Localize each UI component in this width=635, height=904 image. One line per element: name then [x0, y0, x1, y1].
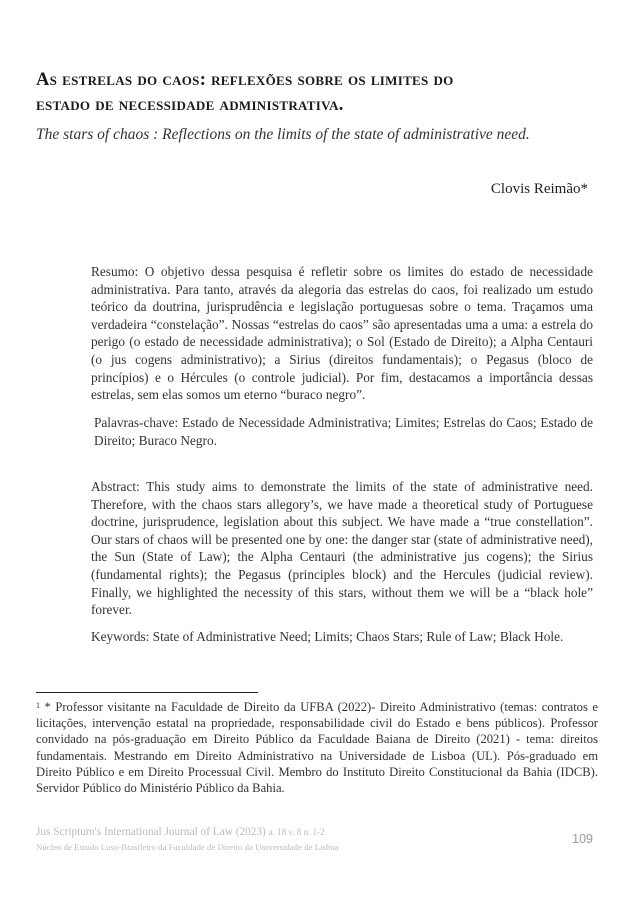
article-title [36, 68, 596, 118]
keywords-paragraph: Keywords: State of Administrative Need; Limits; Chaos Stars; Rule of Law; Black Hole. [91, 629, 564, 644]
footnote-divider [36, 692, 258, 693]
journal-citation [36, 826, 325, 838]
title-line-2: estado de necessidade administrativa. [36, 95, 344, 115]
author-name: Clovis Reimão* [490, 181, 588, 197]
page-number: 109 [572, 832, 593, 846]
palavras-chave-paragraph: Palavras-chave: Estado de Necessidade Administrativa; Limites; Estrelas do Caos; Estado de Direito; Buraco Negro. [94, 415, 593, 448]
journal-name: Jus Scriptum's International Journal of Law (2023) [36, 826, 266, 838]
footnote-text: * Professor visitante na Faculdade de Direito da UFBA (2022)- Direito Administrativo (temas: contratos e licitações, intervenção estatal na propriedade, responsabilidade civil do Estado e bens públicos). Professor convidado na pós-graduação em Direito Público da Faculdade Baiana de Direito (2021) - tema: direitos fundamentais. Mestrando em Direito Administrativo na Universidade de Lisboa (UL). Pós-graduado em Direito Público e em Direito Processual Civil. Membro do Instituto Direito Constitucional da Bahia (IDCB). Servidor Público do Ministério Público da Bahia. [36, 700, 598, 796]
footnote-marker: 1 [36, 701, 40, 710]
journal-volume: a. 18 v. 8 n. 1-2 [268, 827, 325, 837]
resumo-paragraph: Resumo: O objetivo dessa pesquisa é refletir sobre os limites do estado de necessidade administrativa. Para tanto, através da alegoria das estrelas do caos, foi realizado um estudo teórico da doutrina, jurisprudência e legislação portuguesas sobre o tema. Traçamos uma verdadeira “constelação”. Nossas “estrelas do caos” são apresentadas uma a uma: a estrela do perigo (o estado de necessidade administrativa); o Sol (Estado de Direito); a Alpha Centauri (o jus cogens administrativo); a Sirius (direitos fundamentais); o Pegasus (bloco de princípios) e o Hércules (o controle judicial). Por fim, destacamos a importância dessas estrelas, sem elas somos um eterno “buraco negro”. [91, 264, 593, 403]
research-center: Núcleo de Estudo Luso-Brasileiro da Faculdade de Direito da Universidade de Lisboa [36, 842, 339, 852]
title-line-1: As estrelas do caos: reflexões sobre os limites do [36, 70, 454, 90]
footnote [36, 699, 598, 796]
english-title: The stars of chaos : Reflections on the limits of the state of administrative need. [36, 126, 530, 143]
abstract-paragraph: Abstract: This study aims to demonstrate the limits of the state of administrative need. Therefore, with the chaos stars allegory’s, we have made a theoretical study of Portuguese doctrine, jurisprudence, legislation about this subject. We have made a “true constellation”. Our stars of chaos will be presented one by one: the danger star (state of administrative need), the Sun (State of Law); the Alpha Centauri (the administrative jus cogens); the Sirius (fundamental rights); the Pegasus (principles block) and the Hercules (judicial review). Finally, we highlighted the necessity of this stars, without them we will be a “black hole” forever. [91, 479, 593, 618]
